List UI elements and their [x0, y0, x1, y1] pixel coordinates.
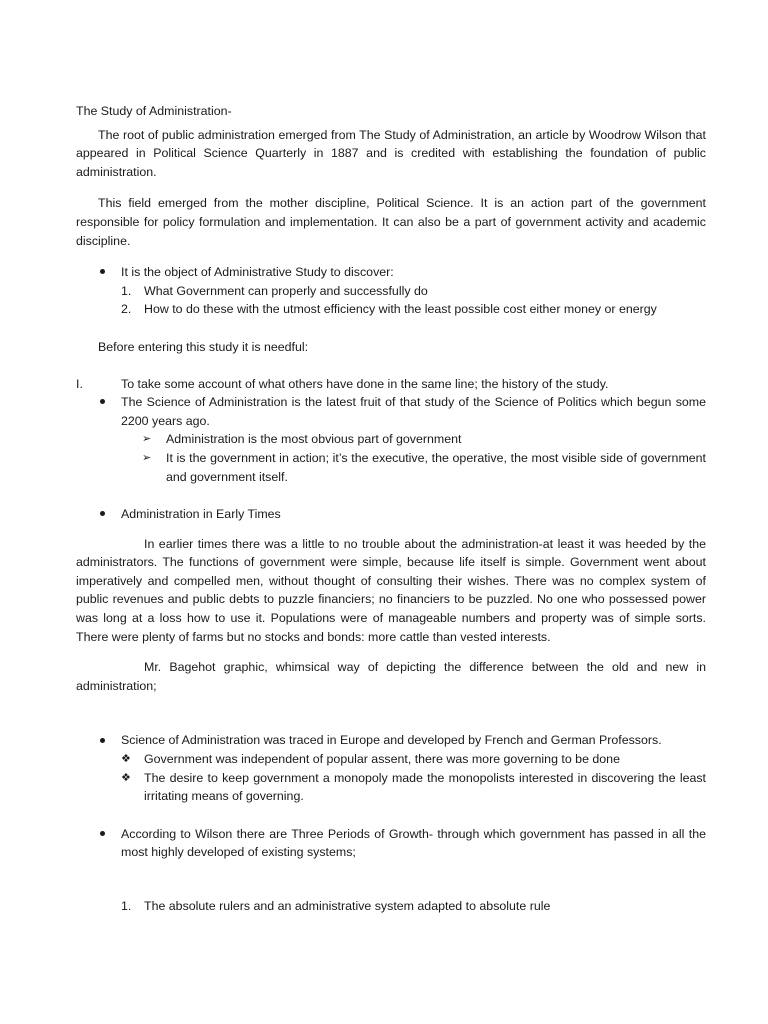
roman-item-text: To take some account of what others have done in the same line; the history of the study.: [121, 376, 609, 391]
numbered-item-text: What Government can properly and successfully do: [144, 283, 428, 298]
bullet-dot-icon: [100, 393, 105, 412]
bullet-text: The Science of Administration is the latest fruit of that study of the Science of Politics which begun some 2200 years ago.: [121, 395, 706, 428]
bullet-dot-icon: [100, 825, 105, 844]
bullet-three-periods: [76, 825, 706, 862]
diamond-item-text: The desire to keep government a monopoly made the monopolists interested in discovering the least irritating means of governing.: [144, 770, 706, 804]
bullet-text: Science of Administration was traced in Europe and developed by French and German Professors.: [121, 733, 662, 748]
numbered-item-text: How to do these with the utmost efficiency with the least possible cost either money or energy: [144, 302, 657, 317]
document-page: [76, 102, 706, 916]
bullet-dot-icon: [100, 505, 105, 524]
bullet-europe: [76, 731, 706, 750]
bullet-object-of-study: [76, 263, 706, 282]
bullet-dot-icon: [100, 263, 105, 282]
diamond-item: [76, 769, 706, 806]
bullet-text: Administration in Early Times: [121, 507, 281, 522]
bullet-early-times: [76, 505, 706, 524]
paragraph-root-of-public-administration: The root of public administration emerged from The Study of Administration, an article by Woodrow Wilson that appeared in Political Science Quarterly in 1887 and is credited with establishing the foundation of public administration.: [76, 127, 706, 179]
bullet-dot-icon: [100, 731, 105, 750]
paragraph-earlier-times: In earlier times there was a little to no trouble about the administration-at least it was heeded by the administrators. The functions of government were simple, because life itself is simple. Government went about imperatively and compelled men, without thought of consulting their wishes. There was no complex system of public revenues and public debts to puzzle financiers; no financiers to be puzzled. No one who possessed power was long at a loss how to use it. Populations were of manageable numbers and property was of simple sorts. There were plenty of farms but no stocks and bonds: more cattle than vested interests.: [76, 536, 706, 644]
bullet-text: According to Wilson there are Three Periods of Growth- through which government has passed in all the most highly developed of existing systems;: [121, 826, 706, 860]
arrow-bullet-icon: ➢: [142, 433, 152, 446]
diamond-item-text: Government was independent of popular assent, there was more governing to be done: [144, 752, 620, 767]
paragraph-before-entering: Before entering this study it is needful:: [98, 339, 309, 354]
arrow-bullet-icon: ➢: [142, 451, 152, 464]
list-number: 2.: [121, 302, 132, 317]
list-number: 1.: [121, 899, 132, 913]
diamond-item: [76, 750, 706, 769]
numbered-item: [76, 282, 706, 301]
arrow-item: [76, 430, 706, 449]
paragraph-field-emerged: This field emerged from the mother discipline, Political Science. It is an action part of the government responsible for policy formulation and implementation. It can also be a part of government activity and academic discipline.: [76, 196, 706, 248]
arrow-item: [76, 449, 706, 486]
diamond-bullet-icon: ❖: [121, 753, 131, 766]
diamond-bullet-icon: ❖: [121, 771, 131, 784]
roman-item: [76, 375, 706, 394]
arrow-item-text: Administration is the most obvious part of government: [166, 432, 462, 447]
paragraph-bagehot: Mr. Bagehot graphic, whimsical way of depicting the difference between the old and new in administration;: [76, 660, 706, 693]
list-number: 1.: [121, 283, 132, 298]
numbered-item-text: The absolute rulers and an administrative system adapted to absolute rule: [144, 899, 551, 913]
roman-marker: I.: [76, 376, 83, 391]
document-title: The Study of Administration-: [76, 104, 232, 118]
arrow-item-text: It is the government in action; it’s the executive, the operative, the most visible side of government and government itself.: [166, 450, 706, 484]
numbered-item: [76, 897, 706, 916]
bullet-science-of-administration: [76, 393, 706, 430]
numbered-item: [76, 300, 706, 319]
bullet-text: It is the object of Administrative Study to discover:: [121, 265, 394, 280]
